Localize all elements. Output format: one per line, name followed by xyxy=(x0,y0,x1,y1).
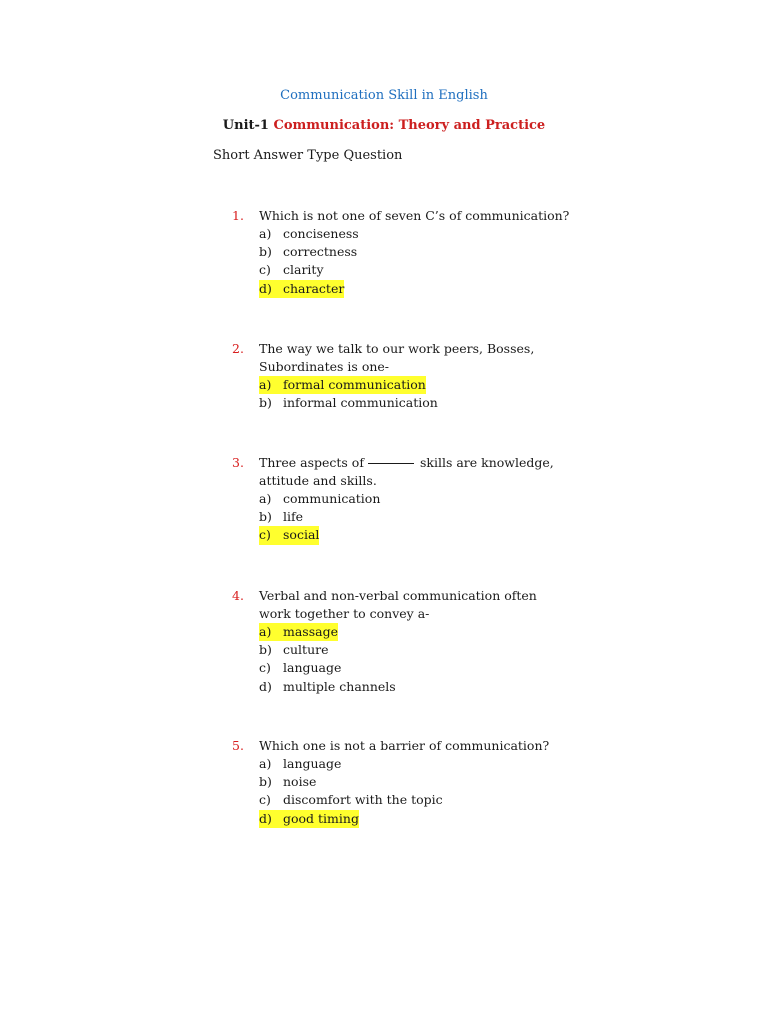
option-highlighted: a) formal communication xyxy=(259,376,552,394)
option: b) culture xyxy=(259,642,329,658)
question-number: 1. xyxy=(232,208,244,223)
question-number: 3. xyxy=(232,455,244,470)
question-1 xyxy=(232,207,592,298)
option-highlighted: a) massage xyxy=(259,623,542,641)
option: b) informal communication xyxy=(259,395,438,411)
option: a) conciseness xyxy=(259,226,359,241)
option: b) life xyxy=(259,509,304,525)
option-highlighted: d) good timing xyxy=(259,810,592,828)
option: b) noise xyxy=(259,774,317,790)
option: a) communication xyxy=(259,491,381,506)
question-3 xyxy=(232,454,592,545)
unit-name: Communication: Theory and Practice xyxy=(273,118,546,133)
section-heading: Short Answer Type Question xyxy=(213,148,403,163)
document-title: Communication Skill in English xyxy=(280,88,488,103)
question-text: The way we talk to our work peers, Bosses, Subordinates is one- xyxy=(259,341,535,374)
option: c) clarity xyxy=(259,262,324,278)
question-2 xyxy=(232,340,552,412)
question-4 xyxy=(232,587,542,696)
option: d) multiple channels xyxy=(259,678,396,694)
option: a) language xyxy=(259,756,342,771)
question-text: Three aspects of skills are knowledge, attitude and skills. xyxy=(259,455,554,488)
question-number: 2. xyxy=(232,341,244,356)
question-text: Verbal and non-verbal communication often work together to convey a- xyxy=(259,588,537,621)
option-highlighted: c) social xyxy=(259,526,592,544)
unit-heading xyxy=(0,117,768,135)
question-number: 5. xyxy=(232,738,244,753)
unit-number: Unit-1 xyxy=(222,118,269,133)
option: b) correctness xyxy=(259,244,358,260)
option: c) language xyxy=(259,660,342,676)
question-text: Which one is not a barrier of communication? xyxy=(259,738,550,753)
question-5 xyxy=(232,737,592,828)
option-highlighted: d) character xyxy=(259,280,592,298)
question-text: Which is not one of seven C’s of communication? xyxy=(259,208,570,223)
option: c) discomfort with the topic xyxy=(259,792,443,808)
fill-in-blank xyxy=(368,463,414,464)
question-number: 4. xyxy=(232,588,244,603)
